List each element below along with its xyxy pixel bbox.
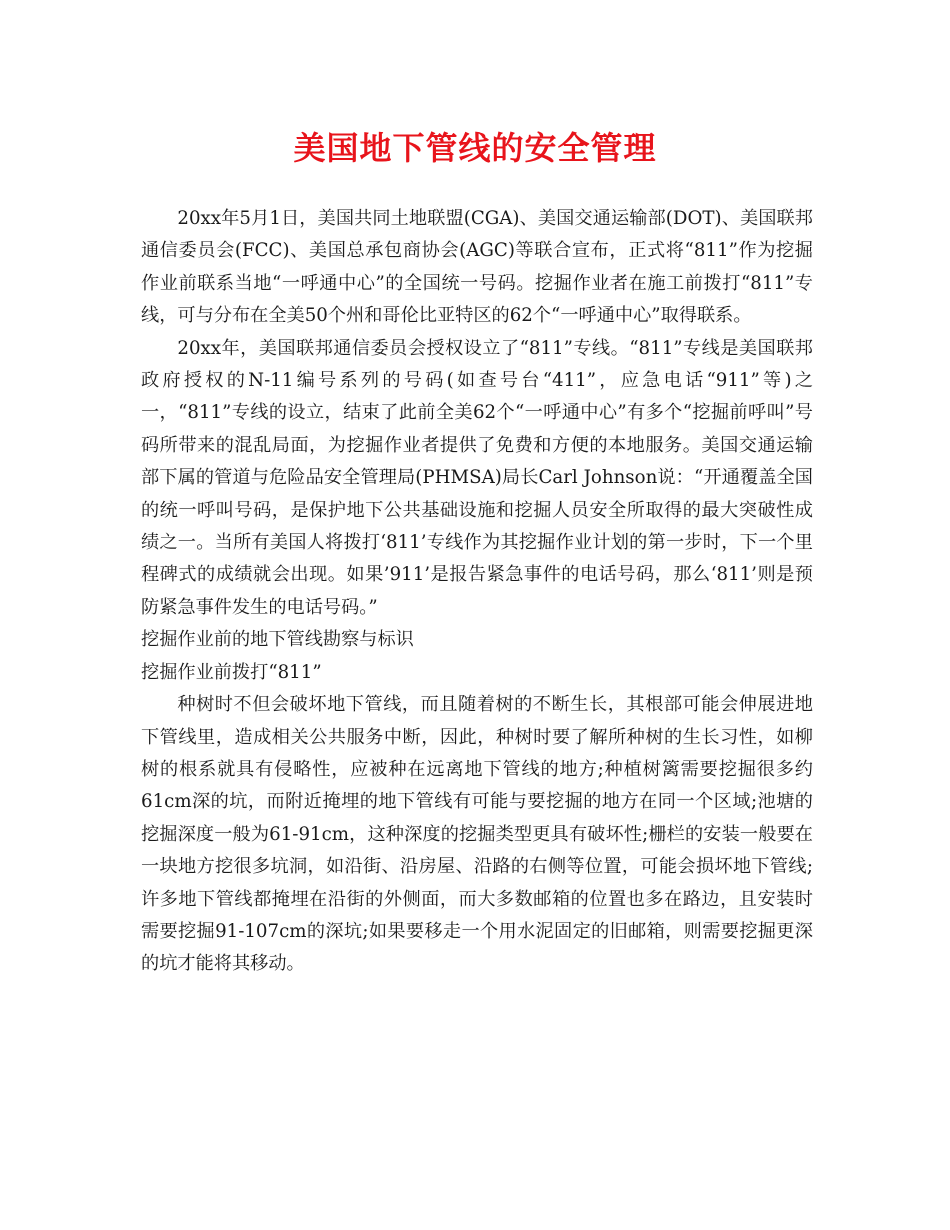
section-heading-call-811: 挖掘作业前拨打“811” (141, 661, 322, 683)
paragraph-3: 种树时不但会破坏地下管线，而且随着树的不断生长，其根部可能会伸展进地下管线里，造成相关公共服务中断，因此，种树时要了解所种树的生长习性，如柳树的根系就具有侵略性，应被种在远离地下管线的地方;种植树篱需要挖掘很多约61cm深的坑，而附近掩埋的地下管线有可能与要挖掘的地方在同一个区域;池塘的挖掘深度一般为61-91cm，这种深度的挖掘类型更具有破坏性;栅栏的安装一般要在一块地方挖很多坑洞，如沿街、沿房屋、沿路的右侧等位置，可能会损坏地下管线;许多地下管线都掩埋在沿街的外侧面，而大多数邮箱的位置也多在路边，且安装时需要挖掘91-107cm的深坑;如果要移走一个用水泥固定的旧邮箱，则需要挖掘更深的坑才能将其移动。 (141, 694, 813, 975)
paragraph-2: 20xx年，美国联邦通信委员会授权设立了“811”专线。“811”专线是美国联邦政府授权的N-11编号系列的号码(如查号台“411”，应急电话“911”等)之一，“811”专线的设立，结束了此前全美62个“一呼通中心”有多个“挖掘前呼叫”号码所带来的混乱局面，为挖掘作业者提供了免费和方便的本地服务。美国交通运输部下属的管道与危险品安全管理局(PHMSA)局长Carl Johnson说：“开通覆盖全国的统一呼叫号码，是保护地下公共基础设施和挖掘人员安全所取得的最大突破性成绩之一。当所有美国人将拨打‘811’专线作为其挖掘作业计划的第一步时，下一个里程碑式的成绩就会出现。如果’911’是报告紧急事件的电话号码，那么‘811’则是预防紧急事件发生的电话号码。” (141, 337, 813, 618)
document-body (141, 203, 813, 981)
paragraph-1: 20xx年5月1日，美国共同土地联盟(CGA)、美国交通运输部(DOT)、美国联邦通信委员会(FCC)、美国总承包商协会(AGC)等联合宣布，正式将“811”作为挖掘作业前联系当地“一呼通中心”的全国统一号码。挖掘作业者在施工前拨打“811”专线，可与分布在全美50个州和哥伦比亚特区的62个“一呼通中心”取得联系。 (141, 208, 813, 327)
section-heading-survey: 挖掘作业前的地下管线勘察与标识 (141, 629, 414, 651)
document-title: 美国地下管线的安全管理 (293, 129, 657, 167)
